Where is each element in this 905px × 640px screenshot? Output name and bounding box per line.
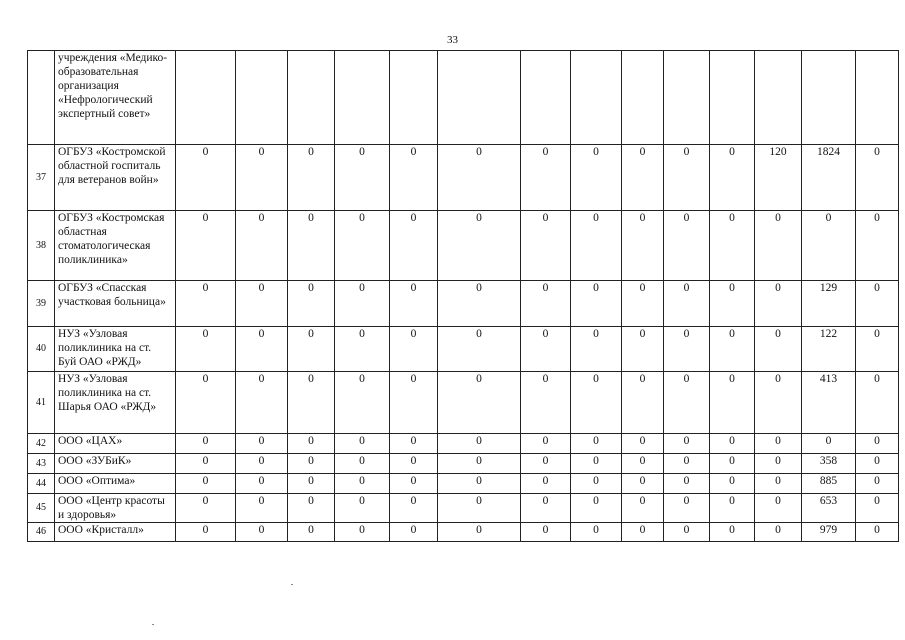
value-cell: 0: [622, 494, 664, 523]
value-cell: 0: [236, 474, 288, 494]
value-cell: 0: [335, 145, 390, 211]
value-cell: 0: [664, 454, 710, 474]
value-cell: 0: [755, 281, 802, 327]
value-cell: 0: [390, 281, 438, 327]
value-cell: 0: [571, 474, 622, 494]
value-cell: 0: [176, 372, 236, 434]
value-cell: 129: [802, 281, 856, 327]
value-cell: [710, 51, 755, 145]
value-cell: 0: [521, 372, 571, 434]
table-row: [28, 523, 899, 542]
value-cell: 0: [390, 523, 438, 542]
table-row: [28, 372, 899, 434]
value-cell: 0: [438, 372, 521, 434]
value-cell: [390, 51, 438, 145]
value-cell: [438, 51, 521, 145]
value-cell: 0: [236, 454, 288, 474]
value-cell: 0: [664, 474, 710, 494]
value-cell: 0: [438, 474, 521, 494]
value-cell: 0: [390, 494, 438, 523]
value-cell: 0: [176, 327, 236, 372]
value-cell: 0: [664, 327, 710, 372]
value-cell: 0: [521, 474, 571, 494]
value-cell: 0: [755, 372, 802, 434]
value-cell: 0: [856, 434, 899, 454]
value-cell: 0: [710, 494, 755, 523]
table-row: [28, 454, 899, 474]
value-cell: 0: [856, 372, 899, 434]
value-cell: 0: [236, 372, 288, 434]
organization-name: ОГБУЗ «Спасская участковая больница»: [55, 281, 176, 327]
value-cell: 0: [236, 434, 288, 454]
value-cell: 885: [802, 474, 856, 494]
value-cell: 0: [236, 281, 288, 327]
value-cell: 0: [856, 327, 899, 372]
value-cell: 0: [176, 454, 236, 474]
table-body: [28, 51, 899, 542]
value-cell: 0: [755, 494, 802, 523]
value-cell: 0: [664, 494, 710, 523]
organization-name: ООО «ЦАХ»: [55, 434, 176, 454]
value-cell: 0: [664, 372, 710, 434]
value-cell: 0: [335, 474, 390, 494]
value-cell: 0: [288, 211, 335, 281]
value-cell: [521, 51, 571, 145]
value-cell: 0: [288, 372, 335, 434]
value-cell: 0: [438, 523, 521, 542]
value-cell: 0: [390, 474, 438, 494]
value-cell: 0: [390, 211, 438, 281]
value-cell: 0: [390, 454, 438, 474]
value-cell: [755, 51, 802, 145]
table-row: [28, 145, 899, 211]
value-cell: 979: [802, 523, 856, 542]
value-cell: [856, 51, 899, 145]
value-cell: 0: [288, 434, 335, 454]
value-cell: 0: [390, 327, 438, 372]
row-number: 45: [28, 494, 55, 523]
value-cell: [802, 51, 856, 145]
value-cell: 0: [438, 434, 521, 454]
value-cell: 0: [856, 145, 899, 211]
value-cell: 0: [438, 494, 521, 523]
value-cell: 0: [521, 327, 571, 372]
value-cell: 0: [335, 281, 390, 327]
value-cell: 0: [236, 523, 288, 542]
value-cell: 0: [335, 454, 390, 474]
value-cell: 0: [856, 523, 899, 542]
value-cell: 0: [288, 494, 335, 523]
table-row: [28, 211, 899, 281]
value-cell: 0: [335, 372, 390, 434]
table-row: [28, 474, 899, 494]
table-row: [28, 51, 899, 145]
value-cell: 0: [521, 434, 571, 454]
value-cell: 0: [710, 372, 755, 434]
value-cell: 0: [802, 434, 856, 454]
organization-name: ООО «ЗУБиК»: [55, 454, 176, 474]
value-cell: 0: [622, 145, 664, 211]
value-cell: 0: [856, 281, 899, 327]
value-cell: 0: [622, 474, 664, 494]
value-cell: 0: [664, 145, 710, 211]
value-cell: 0: [335, 523, 390, 542]
value-cell: 0: [288, 281, 335, 327]
value-cell: 358: [802, 454, 856, 474]
value-cell: 0: [571, 454, 622, 474]
value-cell: 0: [390, 434, 438, 454]
value-cell: 0: [335, 211, 390, 281]
data-table: [27, 50, 899, 542]
value-cell: 0: [176, 281, 236, 327]
value-cell: 0: [571, 327, 622, 372]
value-cell: 0: [571, 434, 622, 454]
value-cell: [288, 51, 335, 145]
value-cell: 0: [438, 281, 521, 327]
organization-name: НУЗ «Узловая поликлиника на ст. Шарья ОАО «РЖД»: [55, 372, 176, 434]
organization-name: ООО «Кристалл»: [55, 523, 176, 542]
value-cell: 0: [571, 211, 622, 281]
value-cell: 0: [521, 494, 571, 523]
value-cell: 0: [176, 494, 236, 523]
row-number: 44: [28, 474, 55, 494]
value-cell: 0: [856, 474, 899, 494]
value-cell: 0: [335, 494, 390, 523]
value-cell: 0: [755, 211, 802, 281]
value-cell: 0: [571, 281, 622, 327]
value-cell: [335, 51, 390, 145]
value-cell: 0: [288, 145, 335, 211]
value-cell: 0: [521, 523, 571, 542]
row-number: 41: [28, 372, 55, 434]
value-cell: 0: [710, 523, 755, 542]
value-cell: 0: [236, 494, 288, 523]
value-cell: 0: [335, 327, 390, 372]
value-cell: 413: [802, 372, 856, 434]
value-cell: 0: [571, 372, 622, 434]
value-cell: 0: [521, 454, 571, 474]
organization-name: ООО «Центр красоты и здоровья»: [55, 494, 176, 523]
page-number: 33: [447, 34, 458, 46]
value-cell: 0: [856, 211, 899, 281]
row-number: 46: [28, 523, 55, 542]
value-cell: 0: [236, 145, 288, 211]
value-cell: 0: [521, 145, 571, 211]
value-cell: 0: [571, 494, 622, 523]
value-cell: 0: [710, 474, 755, 494]
value-cell: 0: [710, 327, 755, 372]
organization-name: ОГБУЗ «Костромской областной госпиталь для ветеранов войн»: [55, 145, 176, 211]
value-cell: 0: [856, 454, 899, 474]
value-cell: 0: [622, 372, 664, 434]
row-number: [28, 51, 55, 145]
value-cell: 0: [755, 327, 802, 372]
value-cell: 0: [710, 211, 755, 281]
value-cell: 0: [571, 523, 622, 542]
value-cell: 0: [710, 434, 755, 454]
row-number: 39: [28, 281, 55, 327]
value-cell: 0: [438, 454, 521, 474]
value-cell: 0: [755, 474, 802, 494]
value-cell: 0: [176, 145, 236, 211]
row-number: 38: [28, 211, 55, 281]
value-cell: 0: [622, 523, 664, 542]
organization-name: учреждения «Медико-образовательная организация «Нефрологический экспертный совет»: [55, 51, 176, 145]
organization-name: ОГБУЗ «Костромская областная стоматологическая поликлиника»: [55, 211, 176, 281]
value-cell: 0: [622, 454, 664, 474]
row-number: 37: [28, 145, 55, 211]
value-cell: 0: [710, 145, 755, 211]
value-cell: 0: [176, 474, 236, 494]
value-cell: 0: [622, 327, 664, 372]
scan-speck: [291, 584, 293, 585]
value-cell: 0: [288, 523, 335, 542]
value-cell: 122: [802, 327, 856, 372]
value-cell: 0: [236, 211, 288, 281]
row-number: 42: [28, 434, 55, 454]
value-cell: 0: [664, 523, 710, 542]
value-cell: 0: [176, 523, 236, 542]
value-cell: 653: [802, 494, 856, 523]
value-cell: 0: [622, 434, 664, 454]
table-row: [28, 494, 899, 523]
value-cell: 0: [288, 474, 335, 494]
value-cell: 120: [755, 145, 802, 211]
row-number: 40: [28, 327, 55, 372]
value-cell: 0: [664, 281, 710, 327]
value-cell: 0: [710, 454, 755, 474]
value-cell: 0: [856, 494, 899, 523]
value-cell: 0: [664, 211, 710, 281]
row-number: 43: [28, 454, 55, 474]
organization-name: НУЗ «Узловая поликлиника на ст. Буй ОАО «РЖД»: [55, 327, 176, 372]
value-cell: [622, 51, 664, 145]
value-cell: 0: [176, 211, 236, 281]
table-row: [28, 327, 899, 372]
value-cell: 0: [755, 523, 802, 542]
value-cell: 0: [622, 211, 664, 281]
value-cell: 0: [288, 327, 335, 372]
value-cell: 0: [335, 434, 390, 454]
value-cell: 0: [521, 211, 571, 281]
value-cell: 0: [288, 454, 335, 474]
value-cell: 0: [571, 145, 622, 211]
value-cell: 0: [664, 434, 710, 454]
value-cell: 0: [176, 434, 236, 454]
value-cell: 0: [438, 211, 521, 281]
table-row: [28, 281, 899, 327]
value-cell: 0: [755, 454, 802, 474]
value-cell: 0: [438, 327, 521, 372]
value-cell: 0: [236, 327, 288, 372]
organization-name: ООО «Оптима»: [55, 474, 176, 494]
value-cell: [664, 51, 710, 145]
value-cell: [236, 51, 288, 145]
table-row: [28, 434, 899, 454]
value-cell: 0: [390, 145, 438, 211]
value-cell: 0: [710, 281, 755, 327]
value-cell: 0: [755, 434, 802, 454]
value-cell: 0: [390, 372, 438, 434]
value-cell: 1824: [802, 145, 856, 211]
value-cell: 0: [802, 211, 856, 281]
value-cell: [571, 51, 622, 145]
value-cell: 0: [622, 281, 664, 327]
value-cell: 0: [521, 281, 571, 327]
value-cell: [176, 51, 236, 145]
scan-speck: [152, 624, 154, 625]
value-cell: 0: [438, 145, 521, 211]
